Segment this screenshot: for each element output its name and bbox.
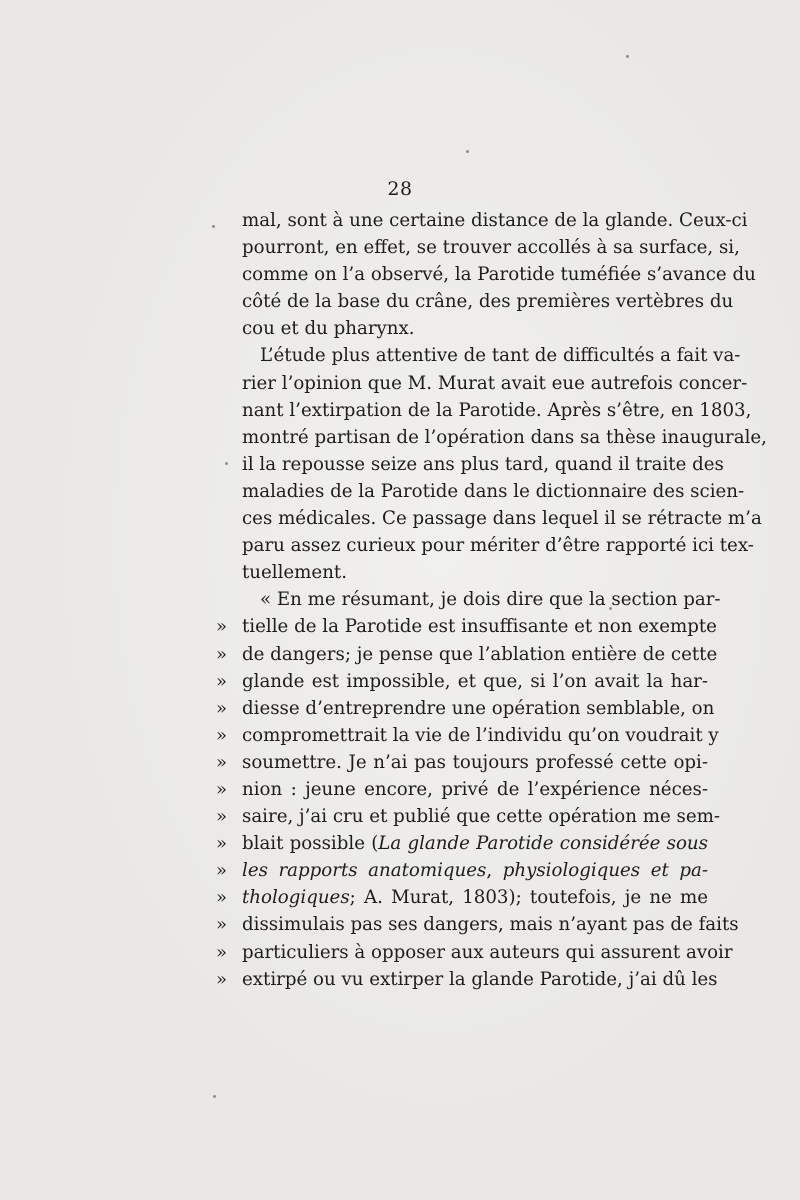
italic-text: thologiques <box>242 887 350 909</box>
text-segment: glande est impossible, et que, si l’on avait la har- <box>242 670 708 692</box>
text-segment: montré partisan de l’opération dans sa thèse inaugurale, <box>242 426 767 448</box>
quote-mark: » <box>216 724 228 746</box>
text-line <box>216 613 717 640</box>
text-line <box>242 207 748 234</box>
text-segment: rier l’opinion que M. Murat avait eue autrefois concer- <box>242 372 748 394</box>
paper-speck <box>212 225 215 228</box>
text-line <box>216 857 708 884</box>
text-line <box>242 370 748 397</box>
text-line <box>242 586 721 613</box>
text-segment: ces médicales. Ce passage dans lequel il se rétracte m’a <box>242 508 762 530</box>
text-line <box>216 722 719 749</box>
italic-text: La glande Parotide considérée sous <box>378 833 708 855</box>
text-segment: paru assez curieux pour mériter d’être rapporté ici tex- <box>242 535 754 557</box>
text-line <box>242 234 740 261</box>
quote-mark: » <box>216 806 228 828</box>
text-line <box>242 505 762 532</box>
text-segment: tuellement. <box>242 562 347 584</box>
text-segment: de dangers; je pense que l’ablation entière de cette <box>242 643 718 665</box>
text-line <box>216 830 708 857</box>
text-line <box>216 776 708 803</box>
quote-mark: » <box>216 887 228 909</box>
text-line <box>216 695 715 722</box>
text-line <box>216 939 733 966</box>
text-segment: tielle de la Parotide est insuffisante et non exempte <box>242 616 717 638</box>
text-segment: comme on l’a observé, la Parotide tuméfiée s’avance du <box>242 264 756 286</box>
text-segment: « En me résumant, je dois dire que la section par- <box>260 589 721 611</box>
quote-mark: » <box>216 778 228 800</box>
body-text <box>216 207 767 993</box>
text-segment: il la repousse seize ans plus tard, quand il traite des <box>242 453 724 475</box>
text-segment: pourront, en effet, se trouver accollés à sa surface, si, <box>242 237 740 259</box>
italic-text: physiologiques et pa- <box>502 860 708 882</box>
text-line <box>216 884 708 911</box>
text-segment: compromettrait la vie de l’individu qu’on voudrait y <box>242 724 719 746</box>
text-line <box>242 315 708 342</box>
text-segment: particuliers à opposer aux auteurs qui assurent avoir <box>242 941 733 963</box>
text-line <box>216 668 708 695</box>
quote-mark: » <box>216 968 228 990</box>
quote-mark: » <box>216 941 228 963</box>
paper-speck <box>626 55 629 58</box>
text-line <box>216 966 718 993</box>
text-line <box>216 641 718 668</box>
quote-mark: » <box>216 697 228 719</box>
quote-mark: » <box>216 751 228 773</box>
quote-mark: » <box>216 833 228 855</box>
text-segment: extirpé ou vu extirper la glande Parotide, j’ai dû les <box>242 968 718 990</box>
page-number: 28 <box>387 178 413 200</box>
text-segment: nion : jeune encore, privé de l’expérience néces- <box>242 778 708 800</box>
text-segment: soumettre. Je n’ai pas toujours professé cette opi- <box>242 751 708 773</box>
text-segment: diesse d’entreprendre une opération semblable, on <box>242 697 715 719</box>
quote-mark: » <box>216 914 228 936</box>
paper-speck <box>225 462 228 465</box>
quote-mark: » <box>216 860 228 882</box>
text-segment: L’étude plus attentive de tant de difficultés a fait va- <box>260 345 741 367</box>
text-line <box>242 424 767 451</box>
text-segment: , <box>486 860 503 882</box>
italic-text: les rapports anatomiques <box>242 860 487 882</box>
text-segment: cou et du pharynx. <box>242 318 415 340</box>
text-line <box>216 749 708 776</box>
text-segment: ; A. Murat, 1803); toutefois, je ne me <box>349 887 708 909</box>
text-line <box>242 397 752 424</box>
text-line <box>242 261 756 288</box>
quote-mark: » <box>216 616 228 638</box>
text-line <box>242 342 741 369</box>
text-segment: côté de la base du crâne, des premières vertèbres du <box>242 291 734 313</box>
text-line <box>216 803 721 830</box>
text-line <box>242 451 724 478</box>
text-segment: dissimulais pas ses dangers, mais n’ayant pas de faits <box>242 914 739 936</box>
text-line <box>242 288 734 315</box>
text-segment: blait possible ( <box>242 833 379 855</box>
text-segment: saire, j’ai cru et publié que cette opération me sem- <box>242 806 721 828</box>
paper-speck <box>466 150 469 153</box>
text-line <box>242 532 754 559</box>
text-segment: nant l’extirpation de la Parotide. Après s’être, en 1803, <box>242 399 752 421</box>
quote-mark: » <box>216 643 228 665</box>
quote-mark: » <box>216 670 228 692</box>
text-line <box>242 478 745 505</box>
text-segment: maladies de la Parotide dans le dictionnaire des scien- <box>242 480 745 502</box>
text-line <box>216 911 739 938</box>
text-line <box>242 559 708 586</box>
paper-speck <box>213 1095 216 1098</box>
text-segment: mal, sont à une certaine distance de la glande. Ceux-ci <box>242 210 748 231</box>
